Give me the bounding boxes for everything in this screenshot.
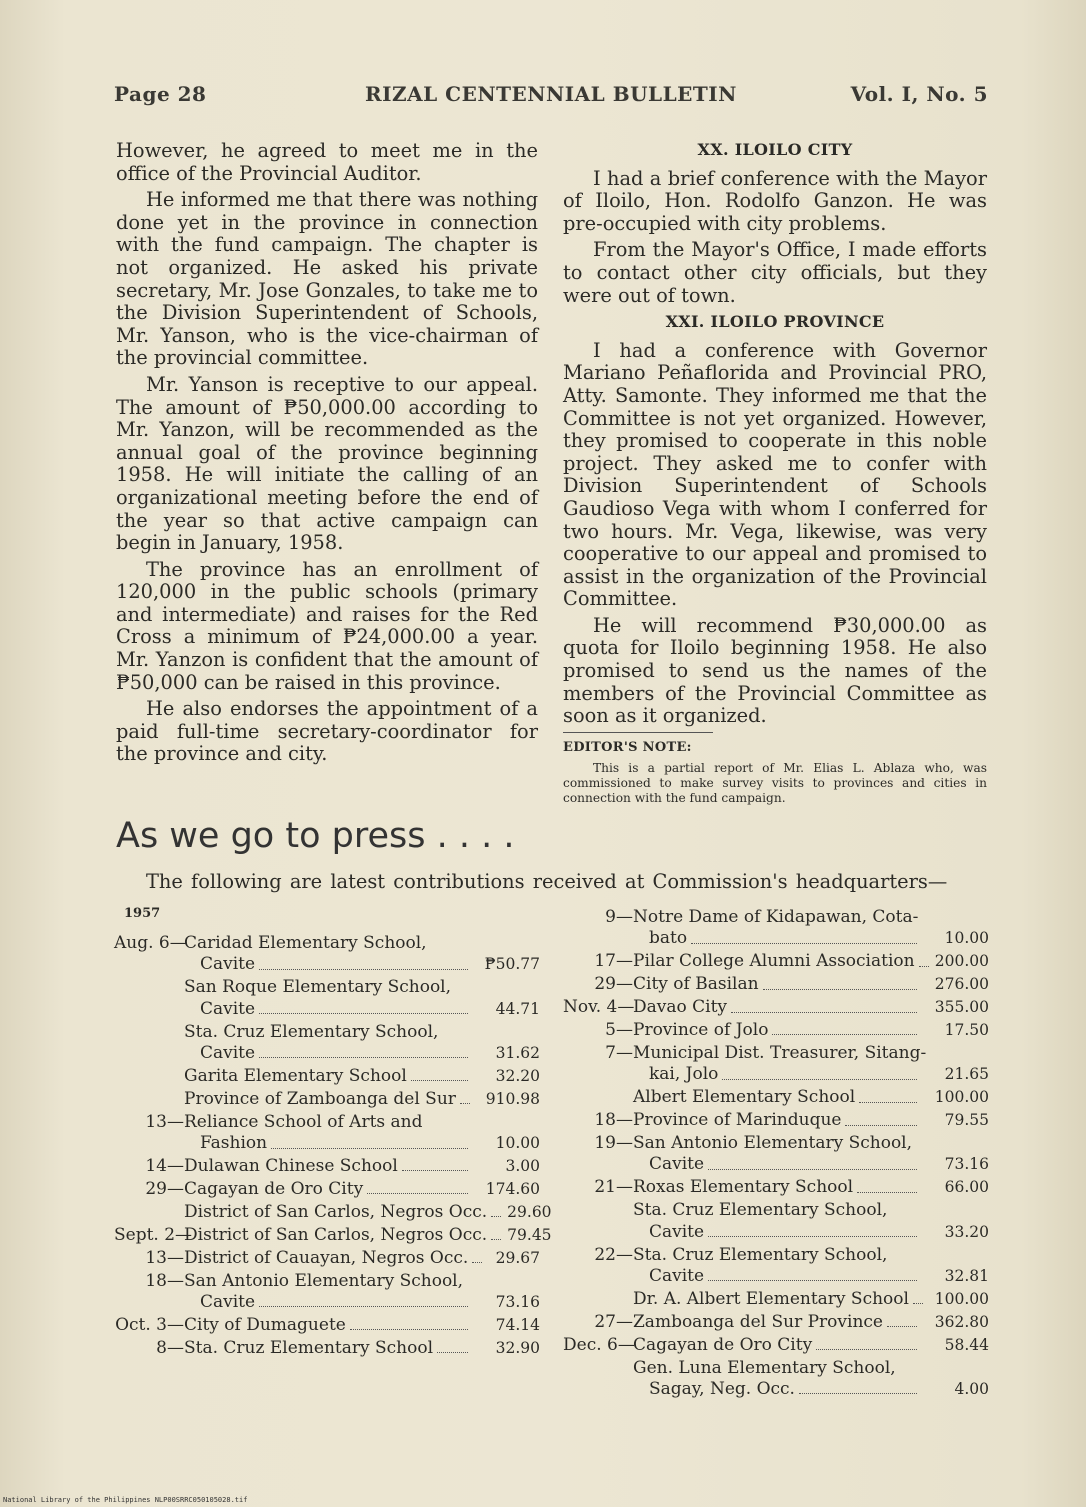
contribution-entry	[563, 1335, 989, 1356]
entry-date: 8—	[156, 1337, 184, 1358]
entry-name: Sta. Cruz Elementary School	[184, 1337, 434, 1358]
entry-amount: 29.60	[507, 1202, 552, 1221]
entry-amount: 276.00	[934, 975, 989, 994]
contribution-entry	[563, 1200, 989, 1243]
entry-name-cont: Sagay, Neg. Occ.	[649, 1379, 795, 1400]
leader-dots	[763, 989, 917, 990]
entry-date: Aug. 6—	[114, 933, 187, 953]
entry-name-cont: Cavite	[200, 998, 256, 1019]
entry-name-cont: Fashion	[200, 1133, 268, 1154]
entry-amount: 200.00	[934, 952, 989, 971]
entry-amount: 21.65	[944, 1065, 989, 1084]
entry-amount: 17.50	[944, 1021, 989, 1040]
entry-name: Zamboanga del Sur Province	[633, 1311, 883, 1332]
leader-dots	[259, 1306, 468, 1307]
paragraph: Mr. Yanson is receptive to our appeal. The amount of ₱50,000.00 according to Mr. Yanzon, will be recommended as the annual goal of the province beginning 1958. He will initiate the calling of an organizational meeting before the end of the year so that active campaign can begin in January, 1958.	[116, 372, 538, 555]
leader-dots	[722, 1079, 917, 1080]
entry-amount-line	[114, 1066, 540, 1087]
contribution-entry	[114, 1248, 540, 1269]
page-header	[114, 82, 988, 108]
entry-amount-line	[114, 999, 540, 1020]
contribution-entry	[563, 1289, 989, 1310]
leader-dots	[857, 1192, 917, 1193]
leader-dots	[271, 1148, 468, 1149]
leader-dots	[437, 1352, 468, 1353]
contribution-entry	[114, 1022, 540, 1065]
entry-name-cont: kai, Jolo	[649, 1064, 719, 1085]
left-column	[116, 140, 538, 770]
entry-amount-line	[563, 1289, 989, 1310]
entry-date: 5—	[605, 1020, 633, 1041]
leader-dots	[845, 1125, 917, 1126]
entry-name: Dr. A. Albert Elementary School	[633, 1288, 909, 1309]
leader-dots	[491, 1239, 501, 1240]
paragraph: The province has an enrollment of 120,000 in the public schools (primary and intermediate) and raises for the Red Cross a minimum of ₱24,000.00 a year. Mr. Yanzon is confident that the amount of ₱50,000 can be raised in this province.	[116, 557, 538, 694]
entry-amount: 100.00	[934, 1289, 989, 1308]
entry-amount-line	[563, 1110, 989, 1131]
entry-amount-line	[114, 1043, 540, 1064]
leader-dots	[731, 1012, 917, 1013]
entry-amount-line	[114, 1224, 552, 1246]
contribution-entry	[563, 1043, 989, 1086]
leader-dots	[887, 1326, 917, 1327]
entry-amount-line	[563, 928, 989, 949]
entry-line	[114, 977, 540, 998]
paragraph: I had a conference with Governor Mariano Peñaflorida and Provincial PRO, Atty. Samonte. They informed me that the Committee is not yet organized. However, they promised to cooperate in this noble project. They asked me to confer with Division Superintendent of Schools Gaudioso Vega with whom I conferred for two hours. Mr. Vega, likewise, was very cooperative to our appeal and promised to assist in the organization of the Provincial Committee.	[563, 338, 987, 611]
entry-date: Nov. 4—	[563, 997, 635, 1018]
paragraph: However, he agreed to meet me in the office of the Provincial Auditor.	[116, 139, 538, 185]
entry-name-cont: Cavite	[649, 1221, 705, 1242]
entry-name: Province of Zamboanga del Sur	[184, 1088, 456, 1109]
entry-date: 9—	[605, 907, 633, 927]
leader-dots	[708, 1236, 917, 1237]
entry-amount-line	[114, 1338, 540, 1359]
entry-name: Province of Marinduque	[633, 1110, 842, 1131]
entry-name: Sta. Cruz Elementary School,	[633, 1200, 888, 1221]
entry-amount-line	[563, 1064, 989, 1085]
leader-dots	[411, 1080, 468, 1081]
entry-amount-line	[114, 1248, 540, 1269]
paragraph: He informed me that there was nothing done yet in the province in connection with the fund campaign. The chapter is not organized. He asked his private secretary, Mr. Jose Gonzales, to take me to the Division Superintendent of Schools, Mr. Yanson, who is the vice-chairman of the provincial committee.	[116, 188, 538, 370]
entry-name: District of San Carlos, Negros Occ.	[184, 1201, 488, 1222]
leader-dots	[491, 1216, 501, 1217]
paragraph: I had a brief conference with the Mayor of Iloilo, Hon. Rodolfo Ganzon. He was pre-occupied with city problems.	[563, 166, 987, 235]
contribution-entry	[563, 907, 989, 950]
leader-dots	[691, 943, 917, 944]
contribution-entry	[114, 1315, 540, 1336]
entry-line	[114, 1112, 540, 1133]
entry-amount: 31.62	[495, 1044, 540, 1063]
entry-name: Cagayan de Oro City	[633, 1334, 813, 1355]
contribution-entry	[114, 977, 540, 1020]
entry-amount-line	[563, 1020, 989, 1041]
entry-line	[563, 1133, 989, 1154]
entry-amount-line	[563, 1087, 989, 1108]
entry-name: District of San Carlos, Negros Occ.	[184, 1224, 488, 1245]
contribution-entry	[114, 1224, 552, 1246]
entry-name: Dulawan Chinese School	[184, 1156, 398, 1177]
entry-date: 17—	[594, 951, 633, 972]
contribution-entry	[114, 1156, 540, 1177]
entry-amount: 32.81	[944, 1267, 989, 1285]
entry-line	[563, 907, 989, 928]
entry-date: 29—	[145, 1178, 184, 1199]
contributions-list-left	[114, 933, 552, 1361]
contribution-entry	[114, 1112, 540, 1155]
entry-line	[563, 1200, 989, 1221]
entry-amount: 4.00	[954, 1380, 989, 1399]
entry-amount: 3.00	[505, 1157, 540, 1176]
entry-date: 18—	[145, 1270, 184, 1291]
contribution-entry	[563, 1020, 989, 1041]
entry-amount-line	[563, 1379, 989, 1400]
entry-name: Reliance School of Arts and	[184, 1111, 423, 1132]
leader-dots	[350, 1329, 468, 1330]
entry-date: 19—	[594, 1133, 633, 1154]
entry-name: Davao City	[633, 997, 728, 1018]
entry-amount: 32.20	[495, 1066, 540, 1085]
entry-date: 13—	[145, 1247, 184, 1268]
scan-footer: National Library of the Philippines NLP00SRRC050105028.tif	[3, 1496, 248, 1504]
leader-dots	[708, 1280, 917, 1281]
leader-dots	[402, 1170, 468, 1171]
divider	[563, 732, 713, 733]
contribution-entry	[114, 1201, 552, 1223]
leader-dots	[913, 1303, 923, 1304]
entry-amount: 79.45	[507, 1225, 552, 1244]
entry-amount: 174.60	[485, 1179, 540, 1198]
leader-dots	[859, 1102, 917, 1103]
editors-note-text: This is a partial report of Mr. Elias L. Ablaza who, was commissioned to make survey visits to provinces and cities in connection with the fund campaign.	[563, 761, 987, 805]
leader-dots	[772, 1034, 917, 1035]
entry-amount-line	[563, 974, 989, 995]
entry-amount: 73.16	[944, 1155, 989, 1174]
leader-dots	[919, 966, 929, 967]
entry-amount: 29.67	[495, 1248, 540, 1267]
entry-amount-line	[114, 1179, 540, 1200]
leader-dots	[460, 1103, 470, 1104]
entry-date: 29—	[594, 974, 633, 995]
contribution-entry	[114, 1089, 540, 1110]
entry-line	[563, 1358, 989, 1379]
entry-amount: 10.00	[495, 1134, 540, 1153]
contribution-entry	[114, 1338, 540, 1359]
contributions-list-right	[563, 907, 989, 1402]
entry-date: 13—	[145, 1111, 184, 1132]
entry-name: San Antonio Elementary School,	[184, 1270, 464, 1291]
leader-dots	[259, 1057, 468, 1058]
entry-amount: 44.71	[495, 999, 540, 1018]
contribution-entry	[114, 1271, 540, 1314]
year-label: 1957	[124, 906, 161, 921]
page-number: Page 28	[114, 82, 207, 106]
entry-amount-line	[563, 1222, 989, 1243]
contribution-entry	[563, 1110, 989, 1131]
entry-name: San Roque Elementary School,	[184, 977, 452, 998]
entry-line	[114, 1022, 540, 1043]
contribution-entry	[563, 1312, 989, 1333]
entry-name: Cagayan de Oro City	[184, 1178, 364, 1199]
entry-name: Roxas Elementary School	[633, 1177, 854, 1198]
entry-date: Dec. 6—	[563, 1334, 635, 1355]
entry-name-cont: Cavite	[200, 954, 256, 975]
entry-date: 22—	[594, 1244, 633, 1265]
entry-amount-line	[114, 954, 540, 975]
entry-amount-line	[114, 1133, 540, 1154]
entry-amount: 79.55	[944, 1111, 989, 1130]
contribution-entry	[563, 1087, 989, 1108]
entry-amount: 74.14	[495, 1315, 540, 1334]
entry-line	[114, 1271, 540, 1292]
entry-name: Garita Elementary School	[184, 1065, 407, 1086]
entry-name: Sta. Cruz Elementary School,	[184, 1021, 439, 1042]
entry-amount-line	[114, 1315, 540, 1336]
entry-date: 7—	[605, 1042, 633, 1063]
section-heading-iloilo-province: XXI. ILOILO PROVINCE	[665, 312, 885, 332]
entry-amount-line	[563, 1177, 989, 1198]
entry-line	[563, 1043, 989, 1064]
entry-name: Municipal Dist. Treasurer, Sitang-	[633, 1042, 927, 1063]
entry-line	[114, 933, 540, 954]
entry-amount: 910.98	[485, 1089, 540, 1108]
entry-amount: 73.16	[495, 1293, 540, 1311]
entry-amount: 33.20	[944, 1222, 989, 1241]
paragraph: He will recommend ₱30,000.00 as quota for Iloilo beginning 1958. He also promised to send us the names of the members of the Provincial Committee as soon as it organized.	[563, 613, 987, 728]
leader-dots	[259, 1013, 468, 1014]
leader-dots	[708, 1169, 917, 1170]
entry-date: 14—	[145, 1156, 184, 1177]
contribution-entry	[563, 1358, 989, 1401]
entry-date: Oct. 3—	[115, 1314, 184, 1335]
entry-name: City of Dumaguete	[184, 1314, 346, 1335]
paragraph: He also endorses the appointment of a paid full-time secretary-coordinator for the province and city.	[116, 697, 538, 766]
entry-name-cont: Cavite	[649, 1266, 705, 1286]
contribution-entry	[114, 1179, 540, 1200]
entry-name: San Antonio Elementary School,	[633, 1133, 913, 1154]
entry-amount-line	[114, 1089, 540, 1110]
contribution-entry	[563, 1133, 989, 1176]
entry-amount-line	[114, 1292, 540, 1313]
entry-amount-line	[563, 1154, 989, 1175]
contribution-entry	[114, 1066, 540, 1087]
editors-note-label: EDITOR'S NOTE:	[563, 739, 692, 755]
entry-name: Caridad Elementary School,	[184, 933, 427, 953]
entry-amount: ₱50.77	[484, 955, 540, 974]
entry-amount: 32.90	[495, 1338, 540, 1357]
entry-date: 27—	[594, 1311, 633, 1332]
entry-date: 18—	[594, 1110, 633, 1131]
entry-amount-line	[114, 1156, 540, 1177]
entry-amount-line	[563, 1335, 989, 1356]
entry-name: District of Cauayan, Negros Occ.	[184, 1247, 469, 1268]
entry-name: City of Basilan	[633, 974, 759, 995]
entry-line	[563, 1245, 989, 1266]
entry-name-cont: Cavite	[200, 1043, 256, 1064]
entry-name-cont: Cavite	[649, 1154, 705, 1175]
entry-name: Albert Elementary School	[633, 1087, 856, 1108]
entry-amount: 10.00	[944, 929, 989, 948]
press-intro: The following are latest contributions received at Commission's headquarters—	[146, 870, 948, 893]
entry-name: Notre Dame of Kidapawan, Cota-	[633, 907, 919, 927]
entry-amount-line	[563, 951, 989, 972]
contribution-entry	[563, 951, 989, 972]
contribution-entry	[563, 1245, 989, 1288]
section-heading-iloilo-city: XX. ILOILO CITY	[697, 140, 853, 159]
entry-date: 21—	[594, 1177, 633, 1198]
volume-number: Vol. I, No. 5	[850, 82, 988, 106]
contribution-entry	[563, 997, 989, 1018]
entry-amount-line	[563, 1266, 989, 1287]
entry-name: Pilar College Alumni Association	[633, 951, 915, 972]
leader-dots	[472, 1262, 482, 1263]
leader-dots	[259, 969, 468, 970]
entry-amount: 66.00	[944, 1178, 989, 1197]
entry-amount: 362.80	[934, 1312, 989, 1331]
entry-amount: 355.00	[934, 998, 989, 1017]
contribution-entry	[563, 1177, 989, 1198]
right-column	[563, 137, 987, 809]
entry-name: Sta. Cruz Elementary School,	[633, 1244, 888, 1265]
leader-dots	[816, 1349, 917, 1350]
entry-amount: 58.44	[944, 1335, 989, 1354]
entry-amount: 100.00	[934, 1088, 989, 1107]
paragraph: From the Mayor's Office, I made efforts to contact other city officials, but they were out of town.	[563, 238, 987, 307]
entry-amount-line	[114, 1201, 552, 1223]
press-heading: As we go to press . . . .	[116, 816, 515, 856]
entry-name: Province of Jolo	[633, 1020, 769, 1041]
entry-amount-line	[563, 997, 989, 1018]
publication-title: RIZAL CENTENNIAL BULLETIN	[365, 82, 737, 106]
entry-name-cont: Cavite	[200, 1292, 256, 1312]
entry-amount-line	[563, 1312, 989, 1333]
contribution-entry	[563, 974, 989, 995]
contribution-entry	[114, 933, 540, 976]
entry-date: Sept. 2—	[114, 1224, 193, 1245]
leader-dots	[799, 1393, 917, 1394]
leader-dots	[367, 1193, 468, 1194]
entry-name: Gen. Luna Elementary School,	[633, 1357, 896, 1378]
entry-name-cont: bato	[649, 928, 688, 949]
